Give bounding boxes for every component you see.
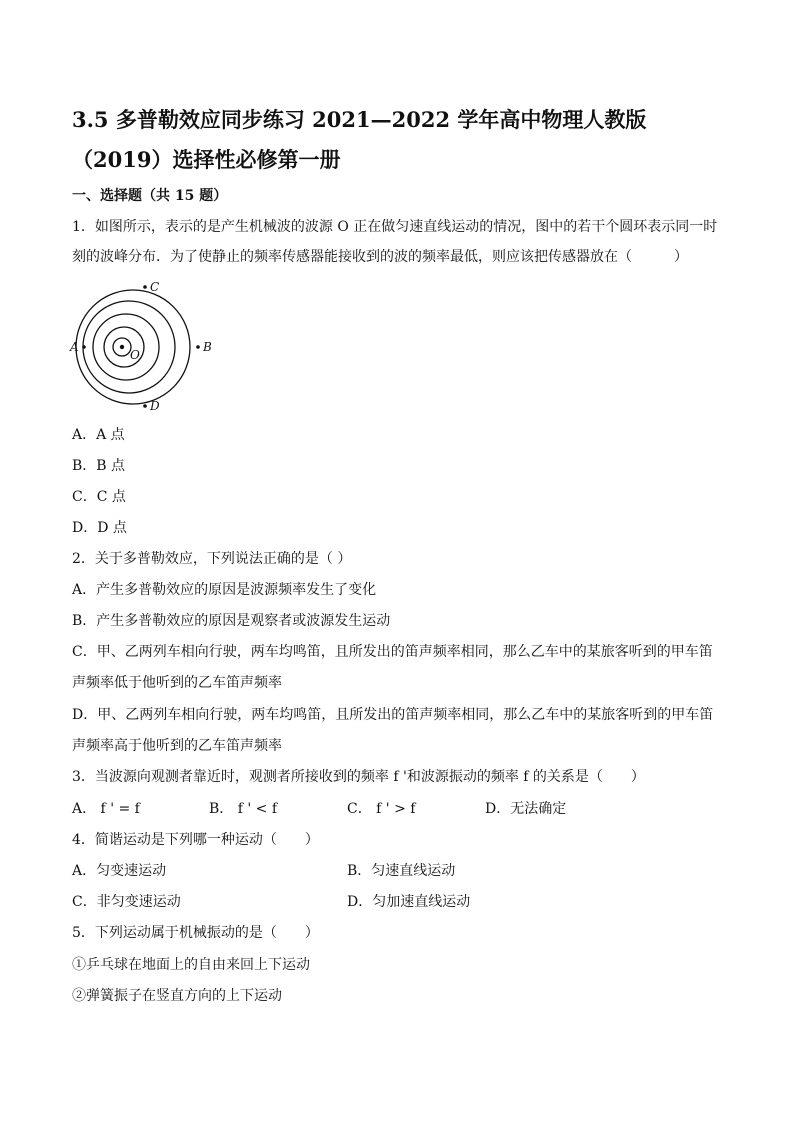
q3-option-a: A． f ' = f [72,801,140,817]
q5-stem: 5．下列运动属于机械振动的是（ ） [72,925,319,941]
q4-option-c: C．非匀变速运动 [72,894,181,910]
q1-option-a: A．A 点 [72,427,125,443]
doppler-wave-figure [64,276,224,416]
label-b: B [203,340,212,354]
q5-item-2: ②弹簧振子在竖直方向的上下运动 [72,988,282,1004]
q2-option-d-line-2: 声频率高于他听到的乙车笛声频率 [72,738,282,754]
point-d-dot [143,404,147,408]
q2-stem: 2．关于多普勒效应，下列说法正确的是（ ） [72,551,352,567]
q1-option-b: B．B 点 [72,458,126,474]
q1-stem-line-2: 刻的波峰分布．为了使静止的频率传感器能接收到的波的频率最低，则应该把传感器放在（ ） [72,249,688,265]
document-title: 3.5 多普勒效应同步练习 2021—2022 学年高中物理人教版（2019）选择性必修第一册 [72,107,647,172]
q4-option-a: A．匀变速运动 [72,863,167,879]
q1-option-c: C．C 点 [72,489,126,505]
source-dot [120,345,124,349]
q2-option-b: B．产生多普勒效应的原因是观察者或波源发生运动 [72,613,391,629]
label-o: O [130,348,140,362]
section-heading: 一、选择题（共 15 题） [72,188,228,204]
label-a: A [70,340,79,354]
q4-option-d: D．匀加速直线运动 [347,894,471,910]
q3-option-c: C． f ' > f [347,801,416,817]
q3-option-b: B． f ' < f [209,801,278,817]
point-b-dot [196,345,200,349]
label-d: D [150,399,160,413]
q1-stem-line-1: 1．如图所示，表示的是产生机械波的波源 O 正在做匀速直线运动的情况，图中的若干个圆环表示同一时 [72,219,718,235]
point-c-dot [143,285,147,289]
q2-option-d-line-1: D．甲、乙两列车相向行驶，两车均鸣笛，且所发出的笛声频率相同，那么乙车中的某旅客听到的甲车笛 [72,707,714,723]
wave-circle-3 [93,314,159,380]
q5-item-1: ①乒乓球在地面上的自由来回上下运动 [72,957,310,973]
point-a-dot [82,345,86,349]
q2-option-c-line-1: C．甲、乙两列车相向行驶，两车均鸣笛，且所发出的笛声频率相同，那么乙车中的某旅客听到的甲车笛 [72,644,713,660]
q2-option-c-line-2: 声频率低于他听到的乙车笛声频率 [72,675,282,691]
q4-option-b: B．匀速直线运动 [347,863,456,879]
wave-circle-2 [83,301,175,393]
q1-option-d: D．D 点 [72,520,127,536]
label-c: C [150,280,160,294]
q4-stem: 4．简谐运动是下列哪一种运动（ ） [72,832,319,848]
q3-option-d: D．无法确定 [485,801,567,817]
q2-option-a: A．产生多普勒效应的原因是波源频率发生了变化 [72,582,377,598]
q3-stem: 3．当波源向观测者靠近时，观测者所接收到的频率 f '和波源振动的频率 f 的关系是（ ） [72,769,645,785]
